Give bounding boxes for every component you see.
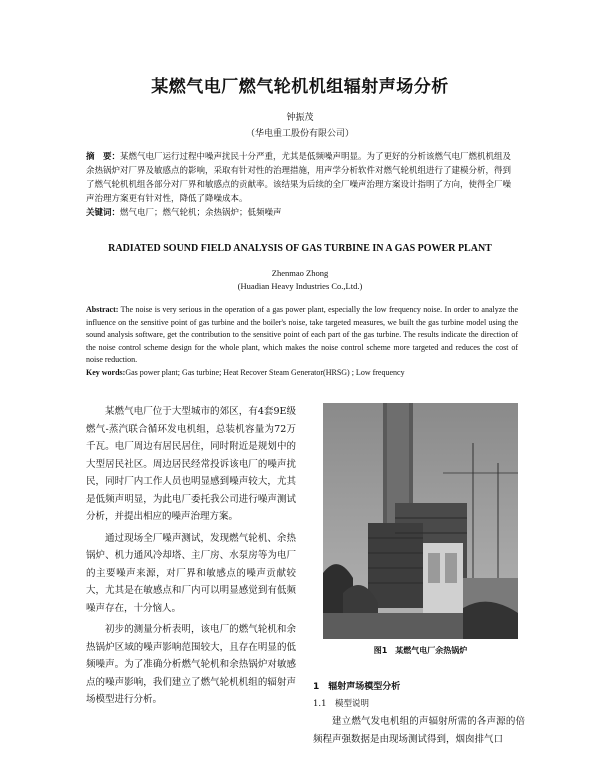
abstract-en [86,304,518,379]
abstract-cn-label: 摘 要： [86,152,121,162]
figure-1-photo [323,403,518,639]
body-right-column [313,713,525,748]
hrsg-photo-illustration [323,403,518,639]
body-paragraph: 建立燃气发电机组的声辐射所需的各声源的倍频程声强数据是由现场测试得到，烟囱排气口 [313,716,525,745]
body-paragraph: 通过现场全厂噪声测试，发现燃气轮机、余热锅炉、机力通风冷却塔、主厂房、水泵房等为电厂的主要噪声来源，对厂界和敏感点的噪声贡献较大，尤其是在敏感点和厂内可以明显感觉到有低频噪声存在，十分恼人。 [86,532,296,614]
affiliation-en: (Huadian Heavy Industries Co.,Ltd.) [237,281,363,291]
paper-title-en: RADIATED SOUND FIELD ANALYSIS OF GAS TURBINE IN A GAS POWER PLANT [108,243,492,254]
figure-1-caption: 图1 某燃气电厂余热锅炉 [373,646,468,655]
abstract-cn-paragraph [86,150,518,206]
body-paragraph: 初步的测量分析表明，该电厂的燃气轮机和余热锅炉区域的噪声影响范围较大，且存在明显的低频噪声。为了准确分析燃气轮机和余热锅炉对敏感点的噪声影响，我们建立了燃气轮机机组的辐射声场模型进行分析。 [86,624,296,705]
keywords-cn-text: 燃气电厂；燃气轮机；余热锅炉；低频噪声 [120,208,282,218]
section-heading: 1 辐射声场模型分析 [313,682,401,692]
keywords-en-text: Gas power plant; Gas turbine; Heat Recover Steam Generator(HRSG) ; Low frequency [125,367,405,377]
affiliation-cn: （华电重工股份有限公司） [245,129,354,139]
abstract-en-label: Abstract: [86,305,119,314]
paper-title-cn: 某燃气电厂燃气轮机机组辐射声场分析 [151,77,449,97]
abstract-en-paragraph [86,304,518,367]
body-paragraph: 某燃气电厂位于大型城市的郊区，有4套9E级燃气-蒸汽联合循环发电机组，总装机容量为72万千瓦。电厂周边有居民居住，同时附近是规划中的大型居民社区。周边居民经常投诉该电厂的噪声扰民，同时厂内工作人员也明显感到噪声较大，尤其是低频声明显，为此电厂委托我公司进行噪声测试分析，并提出相应的噪声治理方案。 [86,406,296,522]
keywords-en [86,367,518,380]
abstract-en-text: The noise is very serious in the operation of a gas power plant, especially the low frequency noise. In order to analyze the influence on the sensitive point of gas turbine and the boiler's noise, take targeted measures, we built the gas turbine model using the sound analysis software, get the contribution to the sensitive point of each part of the gas turbine. The results indicate the direction of the noise control scheme design for the whole plant, which makes the noise control scheme more targeted and reduces the cost of noise reduction. [86,305,518,364]
keywords-cn-label: 关键词： [86,208,121,218]
abstract-cn [86,150,518,220]
author-cn: 钟振茂 [286,113,314,123]
keywords-cn [86,206,518,220]
author-en: Zhenmao Zhong [271,268,329,278]
keywords-en-label: Key words: [86,367,126,377]
abstract-cn-text: 某燃气电厂运行过程中噪声扰民十分严重，尤其是低频噪声明显。为了更好的分析该燃气电厂燃机机组及余热锅炉对厂界及敏感点的影响，采取有针对性的治理措施，用声学分析软件对燃气轮机组进行了建模分析，得到了燃气轮机机组各部分对厂界和敏感点的贡献率。该结果为后续的全厂噪声治理方案设计指明了方向，使得全厂噪声治理方案更有针对性，降低了降噪成本。 [86,152,512,204]
subsection-heading: 1.1 模型说明 [313,699,370,709]
body-left-column [86,403,296,713]
